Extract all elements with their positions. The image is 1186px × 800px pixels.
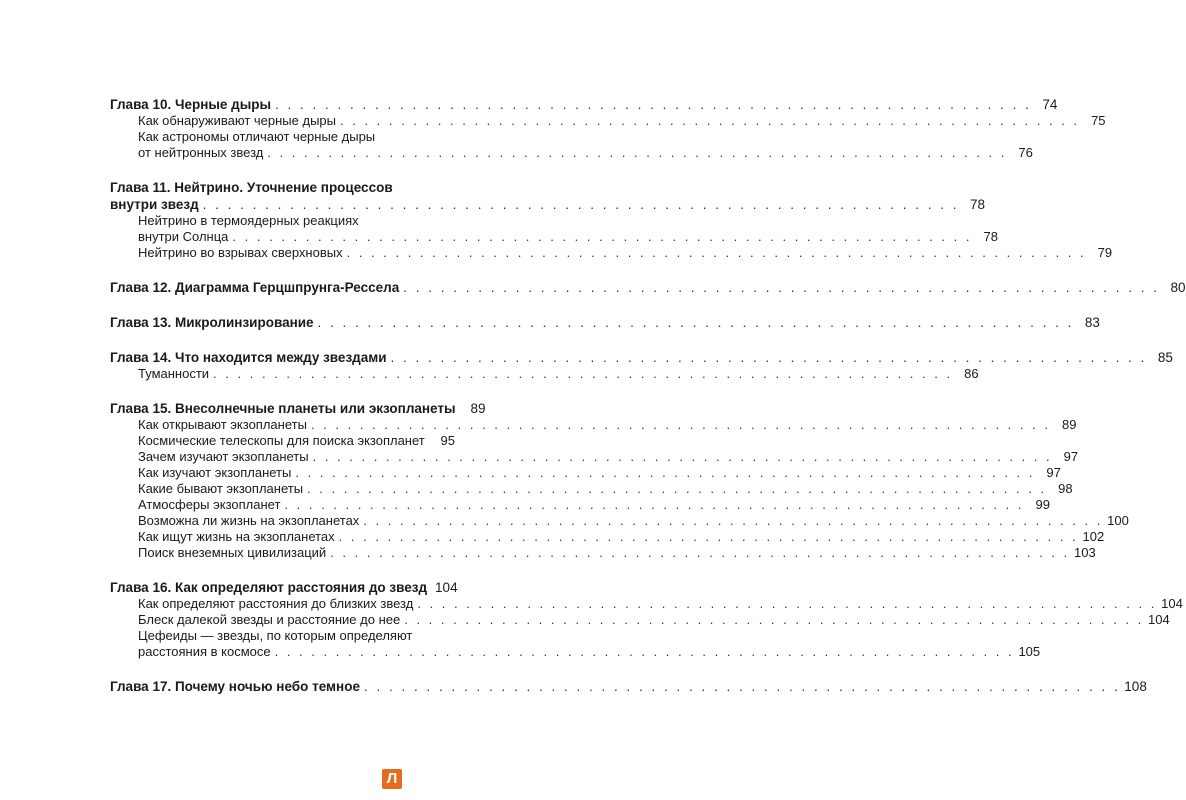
section-line xyxy=(110,513,1129,529)
section-title: Какие бывают экзопланеты xyxy=(138,481,304,496)
page-number: 79 xyxy=(1097,245,1113,260)
chapter-title-line xyxy=(110,314,1100,331)
page-number: 78 xyxy=(969,197,985,212)
section-title: от нейтронных звезд xyxy=(138,145,264,160)
section-title: Атмосферы экзопланет xyxy=(138,497,281,512)
section-title: Как обнаруживают черные дыры xyxy=(138,113,336,128)
toc-chapter xyxy=(110,400,1129,561)
section-line xyxy=(110,612,1170,628)
section-line xyxy=(110,449,1079,465)
toc-chapter xyxy=(110,678,1147,695)
toc-chapter xyxy=(110,314,1100,331)
leader-dots: . . . . . . . . . . . . . . . . . . . . . . . . . . . . . . . . . . . . . . . . . . . . . . . . . . . . . . . . . . . . . xyxy=(312,449,1053,464)
page-number: 102 xyxy=(1082,529,1105,544)
section-title: Зачем изучают экзопланеты xyxy=(138,449,309,464)
section-title: Как определяют расстояния до близких звезд xyxy=(138,596,414,611)
page-number: 95 xyxy=(440,433,455,448)
section-title: Как ищут жизнь на экзопланетах xyxy=(138,529,335,544)
leader-dots: . . . . . . . . . . . . . . . . . . . . . . . . . . . . . . . . . . . . . . . . . . . . . . . . . . . . . . . . . . . . . xyxy=(390,350,1147,365)
page-number: 89 xyxy=(1062,417,1077,432)
page-number: 89 xyxy=(470,401,486,416)
section-title: Блеск далекой звезды и расстояние до нее xyxy=(138,612,401,627)
table-of-contents xyxy=(110,96,1186,713)
chapter-title: внутри звезд xyxy=(110,197,199,212)
chapter-title: Глава 14. Что находится между звездами xyxy=(110,350,387,365)
leader-dots: . . . . . . . . . . . . . . . . . . . . . . . . . . . . . . . . . . . . . . . . . . . . . . . . . . . . . . . . . . . . . xyxy=(275,97,1032,112)
page-number: 78 xyxy=(983,229,998,244)
section-title: Туманности xyxy=(138,366,210,381)
chapter-title: Глава 17. Почему ночью небо темное xyxy=(110,679,360,694)
section-line xyxy=(110,145,1033,161)
page-number: 75 xyxy=(1091,113,1106,128)
section-line xyxy=(110,497,1050,513)
page-number: 85 xyxy=(1157,350,1173,365)
leader-dots: . . . . . . . . . . . . . . . . . . . . . . . . . . . . . . . . . . . . . . . . . . . . . . . . . . . . . . . . . . . . . xyxy=(346,245,1087,260)
leader-dots: . . . . . . . . . . . . . . . . . . . . . . . . . . . . . . . . . . . . . . . . . . . . . . . . . . . . . . . . . . . . . xyxy=(267,145,1007,160)
page-number: 104 xyxy=(435,580,458,595)
leader-dots: . . . . . . . . . . . . . . . . . . . . . . . . . . . . . . . . . . . . . . . . . . . . . . . . . . . . . . . . . . . . . xyxy=(363,513,1103,528)
leader-dots: . . . . . . . . . . . . . . . . . . . . . . . . . . . . . . . . . . . . . . . . . . . . . . . . . . . . . . . . . . . . . xyxy=(417,596,1157,611)
leader-dots: . . . . . . . . . . . . . . . . . . . . . . . . . . . . . . . . . . . . . . . . . . . . . . . . . . . . . . . . . . . . . xyxy=(232,229,972,244)
chapter-title: Глава 10. Черные дыры xyxy=(110,97,272,112)
chapter-title-line xyxy=(110,579,458,596)
section-line xyxy=(110,481,1073,497)
page-number: 86 xyxy=(964,366,979,381)
page-number: 104 xyxy=(1148,612,1170,627)
page-number: 97 xyxy=(1046,465,1061,480)
page-number: 104 xyxy=(1161,596,1183,611)
section-title-prefix: Как астрономы отличают черные дыры xyxy=(138,129,376,144)
leader-dots: . . . . . . . . . . . . . . . . . . . . . . . . . . . . . . . . . . . . . . . . . . . . . . . . . . . . . . . . . . . . . xyxy=(317,315,1074,330)
chapter-title-line xyxy=(110,196,985,213)
page-number: 103 xyxy=(1074,545,1096,560)
section-line xyxy=(110,366,979,382)
leader-dots: . . . . . . . . . . . . . . . . . . . . . . . . . . . . . . . . . . . . . . . . . . . . . . . . . . . . . . . . . . . . . xyxy=(213,366,953,381)
section-title: Поиск внеземных цивилизаций xyxy=(138,545,327,560)
page-number: 98 xyxy=(1058,481,1073,496)
page-number: 83 xyxy=(1084,315,1100,330)
page-number: 97 xyxy=(1063,449,1079,464)
section-line xyxy=(110,433,455,449)
leader-dots: . . . . . . . . . . . . . . . . . . . . . . . . . . . . . . . . . . . . . . . . . . . . . . . . . . . . . . . . . . . . . xyxy=(403,280,1160,295)
page-number: 100 xyxy=(1107,513,1129,528)
leader-dots: . . . . . . . . . . . . . . . . . . . . . . . . . . . . . . . . . . . . . . . . . . . . . . . . . . . . . . . . . . . . . xyxy=(330,545,1070,560)
section-title: Как изучают экзопланеты xyxy=(138,465,292,480)
section-title: Нейтрино во взрывах сверхновых xyxy=(138,245,343,260)
chapter-title-line xyxy=(110,349,1173,366)
chapter-title-line xyxy=(110,678,1147,695)
section-line xyxy=(110,229,998,245)
toc-chapter xyxy=(110,579,1183,660)
page-number: 108 xyxy=(1124,679,1147,694)
leader-dots: . . . . . . . . . . . . . . . . . . . . . . . . . . . . . . . . . . . . . . . . . . . . . . . . . . . . . . . . . . . . . xyxy=(284,497,1024,512)
chapter-title: Глава 16. Как определяют расстояния до звезд xyxy=(110,580,428,595)
leader-dots: . . . . . . . . . . . . . . . . . . . . . . . . . . . . . . . . . . . . . . . . . . . . . . . . . . . . . . . . . . . . . xyxy=(310,417,1051,432)
section-title: внутри Солнца xyxy=(138,229,229,244)
section-line xyxy=(110,596,1183,612)
leader-dots: . . . . . . . . . . . . . . . . . . . . . . . . . . . . . . . . . . . . . . . . . . . . . . . . . . . . . . . . . . . . . xyxy=(274,644,1015,659)
section-line xyxy=(110,465,1061,481)
section-title-prefix: Нейтрино в термоядерных реакциях xyxy=(138,213,359,228)
section-line xyxy=(110,113,1106,129)
chapter-title: Глава 15. Внесолнечные планеты или экзопланеты xyxy=(110,401,456,416)
section-title: расстояния в космосе xyxy=(138,644,271,659)
page-number: 80 xyxy=(1170,280,1186,295)
section-line xyxy=(110,545,1096,561)
chapter-title-prefix: Глава 11. Нейтрино. Уточнение процессов xyxy=(110,180,393,195)
page-number: 74 xyxy=(1042,97,1058,112)
section-title: Возможна ли жизнь на экзопланетах xyxy=(138,513,360,528)
leader-dots: . . . . . . . . . . . . . . . . . . . . . . . . . . . . . . . . . . . . . . . . . . . . . . . . . . . . . . . . . . . . . xyxy=(404,612,1144,627)
leader-dots: . . . . . . . . . . . . . . . . . . . . . . . . . . . . . . . . . . . . . . . . . . . . . . . . . . . . . . . . . . . . . xyxy=(202,197,959,212)
section-title: Космические телескопы для поиска экзопланет xyxy=(138,433,425,448)
chapter-title: Глава 13. Микролинзирование xyxy=(110,315,314,330)
publisher-logo xyxy=(382,769,402,789)
toc-chapter xyxy=(110,96,1106,161)
section-title: Как открывают экзопланеты xyxy=(138,417,307,432)
toc-chapter xyxy=(110,279,1186,296)
page-number: 99 xyxy=(1035,497,1050,512)
chapter-title-line xyxy=(110,279,1186,296)
section-line xyxy=(110,417,1077,433)
leader-dots: . . . . . . . . . . . . . . . . . . . . . . . . . . . . . . . . . . . . . . . . . . . . . . . . . . . . . . . . . . . . . xyxy=(295,465,1035,480)
page-number: 105 xyxy=(1018,644,1041,659)
toc-chapter xyxy=(110,349,1173,382)
logo-letter: Л xyxy=(386,770,398,787)
section-line xyxy=(110,245,1113,261)
section-line xyxy=(110,644,1041,660)
leader-dots: . . . . . . . . . . . . . . . . . . . . . . . . . . . . . . . . . . . . . . . . . . . . . . . . . . . . . . . . . . . . . xyxy=(340,113,1080,128)
chapter-title-line xyxy=(110,400,486,417)
leader-dots: . . . . . . . . . . . . . . . . . . . . . . . . . . . . . . . . . . . . . . . . . . . . . . . . . . . . . . . . . . . . . xyxy=(307,481,1047,496)
toc-chapter xyxy=(110,179,1113,261)
leader-dots: . . . . . . . . . . . . . . . . . . . . . . . . . . . . . . . . . . . . . . . . . . . . . . . . . . . . . . . . . . . . . xyxy=(363,679,1121,694)
leader-dots: . . . . . . . . . . . . . . . . . . . . . . . . . . . . . . . . . . . . . . . . . . . . . . . . . . . . . . . . . . . . . xyxy=(338,529,1079,544)
page-number: 76 xyxy=(1018,145,1033,160)
section-line xyxy=(110,529,1105,545)
chapter-title: Глава 12. Диаграмма Герцшпрунга-Рессела xyxy=(110,280,400,295)
section-title-prefix: Цефеиды — звезды, по которым определяют xyxy=(138,628,413,643)
chapter-title-line xyxy=(110,96,1058,113)
